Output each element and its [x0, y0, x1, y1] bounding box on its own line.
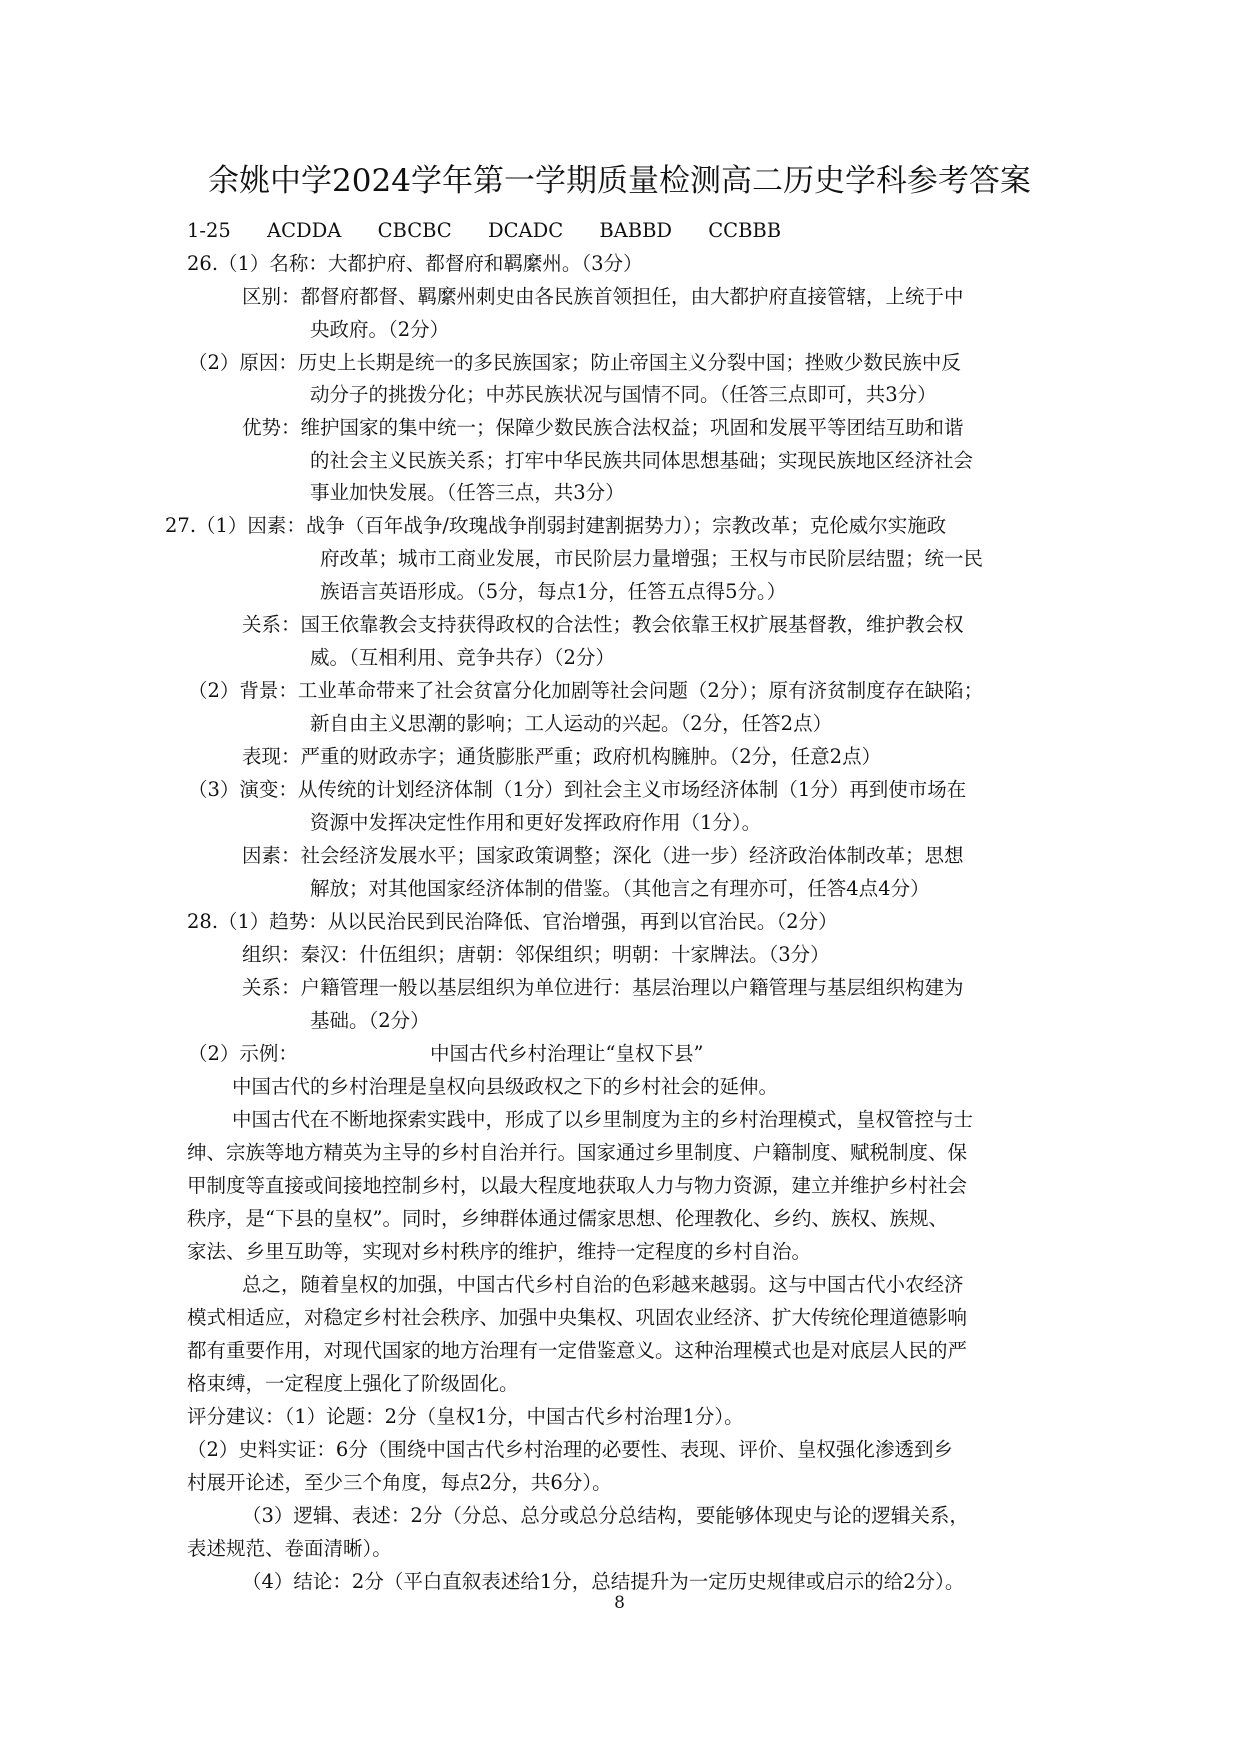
mc-group: ACDDA — [267, 219, 342, 242]
scoring-line: （4）结论：2分（平白直叙表述给1分，总结提升为一定历史规律或启示的给2分）。 — [242, 1570, 965, 1593]
q27-line: 关系：国王依靠教会支持获得政权的合法性；教会依靠王权扩展基督教，维护教会权 — [242, 613, 964, 636]
essay-line: 总之，随着皇权的加强，中国古代乡村自治的色彩越来越弱。这与中国古代小农经济 — [242, 1273, 964, 1296]
mc-group: BABBD — [599, 219, 673, 242]
q27-line: 威。（互相利用、竞争共存）（2分） — [310, 646, 615, 669]
mc-group: CBCBC — [377, 219, 452, 242]
mc-group: CCBBB — [708, 219, 782, 242]
essay-line: 绅、宗族等地方精英为主导的乡村自治并行。国家通过乡里制度、户籍制度、赋税制度、保 — [187, 1141, 968, 1164]
scoring-line: 表述规范、卷面清晰）。 — [187, 1537, 392, 1560]
scoring-line: 村展开论述，至少三个角度，每点2分，共6分）。 — [187, 1471, 612, 1494]
mc-range: 1-25 — [187, 219, 231, 242]
multiple-choice-answers — [187, 216, 781, 246]
q28-line: 基础。（2分） — [310, 1009, 430, 1032]
q26-line: 的社会主义民族关系；打牢中华民族共同体思想基础；实现民族地区经济社会 — [310, 449, 974, 472]
q27-line: 府改革；城市工商业发展，市民阶层力量增强；王权与市民阶层结盟；统一民 — [320, 547, 984, 570]
q27-line: （3）演变：从传统的计划经济体制（1分）到社会主义市场经济体制（1分）再到使市场在 — [188, 778, 967, 801]
q27-line: 解放；对其他国家经济体制的借鉴。（其他言之有理亦可，任答4点4分） — [310, 877, 930, 900]
mc-group: DCADC — [487, 219, 564, 242]
essay-line: 甲制度等直接或间接地控制乡村，以最大程度地获取人力与物力资源，建立并维护乡村社会 — [187, 1174, 968, 1197]
q28-line: 28.（1）趋势：从以民治民到民治降低、官治增强，再到以官治民。（2分） — [187, 910, 838, 933]
essay-title: 中国古代乡村治理让“皇权下县” — [430, 1042, 704, 1065]
q28-line: 组织：秦汉：什伍组织；唐朝：邻保组织；明朝：十家牌法。（3分） — [242, 943, 830, 966]
q26-line: 动分子的挑拨分化；中苏民族状况与国情不同。（任答三点即可，共3分） — [310, 383, 937, 406]
essay-line: 都有重要作用，对现代国家的地方治理有一定借鉴意义。这种治理模式也是对底层人民的严 — [187, 1339, 968, 1362]
q27-line: 表现：严重的财政赤字；通货膨胀严重；政府机构臃肿。（2分，任意2点） — [242, 745, 882, 768]
q26-line: 区别：都督府都督、羁縻州刺史由各民族首领担任，由大都护府直接管辖，上统于中 — [242, 285, 964, 308]
scoring-line: 评分建议：（1）论题：2分（皇权1分，中国古代乡村治理1分）。 — [187, 1405, 744, 1428]
essay-line: 中国古代在不断地探索实践中，形成了以乡里制度为主的乡村治理模式，皇权管控与士 — [232, 1108, 974, 1131]
scoring-line: （3）逻辑、表述：2分（分总、总分或总分总结构，要能够体现史与论的逻辑关系， — [242, 1504, 969, 1527]
q28-line: 关系：户籍管理一般以基层组织为单位进行：基层治理以户籍管理与基层组织构建为 — [242, 976, 964, 999]
q26-line: 优势：维护国家的集中统一；保障少数民族合法权益；巩固和发展平等团结互助和谐 — [242, 416, 964, 439]
page-number: 8 — [614, 1593, 625, 1613]
essay-line: 秩序，是“下县的皇权”。同时，乡绅群体通过儒家思想、伦理教化、乡约、族权、族规、 — [187, 1207, 948, 1230]
essay-line: 中国古代的乡村治理是皇权向县级政权之下的乡村社会的延伸。 — [232, 1075, 779, 1098]
q26-line: （2）原因：历史上长期是统一的多民族国家；防止帝国主义分裂中国；挫败少数民族中反 — [188, 351, 961, 374]
q27-line: 新自由主义思潮的影响；工人运动的兴起。（2分，任答2点） — [310, 712, 833, 735]
q27-line: 族语言英语形成。（5分，每点1分，任答五点得5分。） — [320, 580, 787, 603]
scoring-line: （2）史料实证：6分（围绕中国古代乡村治理的必要性、表现、评价、皇权强化渗透到乡 — [187, 1438, 953, 1461]
q27-line: （2）背景：工业革命带来了社会贫富分化加剧等社会问题（2分）；原有济贫制度存在缺陷； — [188, 679, 984, 702]
essay-line: 格束缚，一定程度上强化了阶级固化。 — [187, 1372, 519, 1395]
q27-line: 因素：社会经济发展水平；国家政策调整；深化（进一步）经济政治体制改革；思想 — [242, 844, 964, 867]
document-title: 余姚中学2024学年第一学期质量检测高二历史学科参考答案 — [208, 163, 1031, 199]
q27-line: 资源中发挥决定性作用和更好发挥政府作用（1分）。 — [310, 811, 762, 834]
essay-line: 模式相适应，对稳定乡村社会秩序、加强中央集权、巩固农业经济、扩大传统伦理道德影响 — [187, 1306, 968, 1329]
q27-line: 27.（1）因素：战争（百年战争/玫瑰战争削弱封建割据势力）；宗教改革；克伦威尔实施政 — [165, 514, 947, 537]
essay-line: 家法、乡里互助等，实现对乡村秩序的维护，维持一定程度的乡村自治。 — [187, 1240, 812, 1263]
q26-line: 26.（1）名称：大都护府、都督府和羁縻州。（3分） — [187, 252, 643, 275]
q26-line: 事业加快发展。（任答三点，共3分） — [310, 481, 625, 504]
q28-example-label: （2）示例： — [188, 1042, 298, 1065]
q26-line: 央政府。（2分） — [310, 318, 450, 341]
